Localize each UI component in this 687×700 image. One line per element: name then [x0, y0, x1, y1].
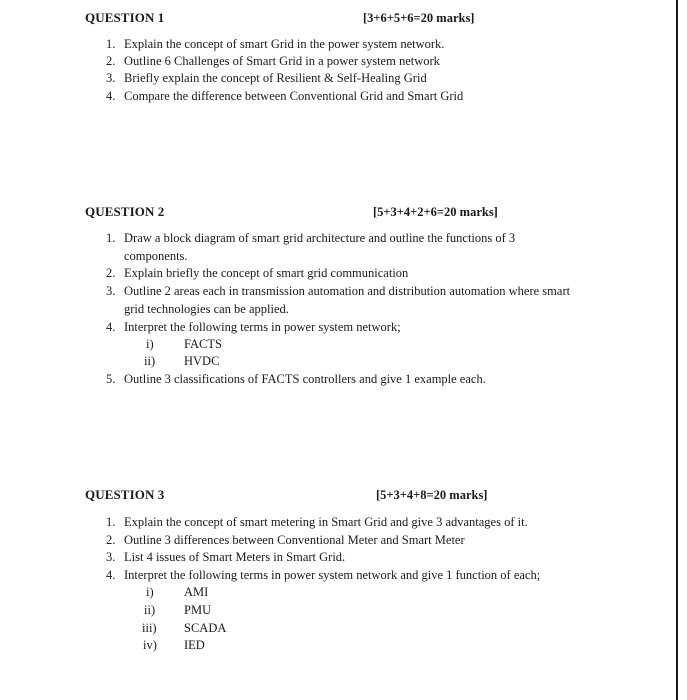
- q3-item-4-sub-4-text: IED: [184, 638, 205, 652]
- q1-item-4-number: 4.: [106, 89, 116, 103]
- q3-item-3-text: List 4 issues of Smart Meters in Smart Grid.: [124, 550, 346, 564]
- q3-item-4-sub-3-text: SCADA: [184, 621, 227, 635]
- question-2-title: QUESTION 2: [85, 204, 165, 219]
- q2-item-3-number: 3.: [106, 284, 116, 298]
- q3-item-2-number: 2.: [106, 533, 116, 547]
- q1-item-3-number: 3.: [106, 71, 116, 85]
- q2-item-4-sub-1-number: i): [146, 337, 154, 351]
- question-1-marks: [3+6+5+6=20 marks]: [363, 11, 475, 25]
- q3-item-2-text: Outline 3 differences between Conventional Meter and Smart Meter: [124, 533, 465, 547]
- q3-item-4-sub-4-number: iv): [143, 638, 157, 652]
- q2-item-5-number: 5.: [106, 372, 116, 386]
- q3-item-4-sub-2-text: PMU: [184, 603, 212, 617]
- q3-item-1-text: Explain the concept of smart metering in Smart Grid and give 3 advantages of it.: [124, 515, 528, 529]
- question-1-title: QUESTION 1: [85, 10, 165, 25]
- q3-item-4-sub-2-number: ii): [144, 603, 156, 617]
- q2-item-1-number: 1.: [106, 231, 116, 245]
- page-edge-divider: [676, 0, 678, 700]
- q3-item-4-number: 4.: [106, 568, 116, 582]
- q2-item-1-text: Draw a block diagram of smart grid architecture and outline the functions of 3: [124, 231, 516, 245]
- q3-item-4-text: Interpret the following terms in power system network and give 1 function of each;: [124, 568, 541, 582]
- q1-item-1-text: Explain the concept of smart Grid in the power system network.: [124, 37, 445, 51]
- question-2-marks: [5+3+4+2+6=20 marks]: [373, 205, 498, 219]
- q1-item-3-text: Briefly explain the concept of Resilient & Self-Healing Grid: [124, 71, 427, 85]
- q2-item-4-sub-1-text: FACTS: [184, 337, 222, 351]
- q2-item-2-number: 2.: [106, 266, 116, 280]
- q3-item-1-number: 1.: [106, 515, 116, 529]
- q3-item-3-number: 3.: [106, 550, 116, 564]
- q3-item-4-sub-1-text: AMI: [184, 585, 209, 599]
- question-3-title: QUESTION 3: [85, 487, 165, 502]
- question-3-marks: [5+3+4+8=20 marks]: [376, 488, 488, 502]
- q3-item-4-sub-1-number: i): [146, 585, 154, 599]
- q2-item-4-number: 4.: [106, 320, 116, 334]
- q3-item-4-sub-3-number: iii): [142, 621, 157, 635]
- q2-item-2-text: Explain briefly the concept of smart grid communication: [124, 266, 409, 280]
- q2-item-4-sub-2-number: ii): [144, 354, 156, 368]
- q1-item-2-text: Outline 6 Challenges of Smart Grid in a power system network: [124, 54, 440, 68]
- q1-item-4-text: Compare the difference between Conventional Grid and Smart Grid: [124, 89, 464, 103]
- q2-item-3-continuation: grid technologies can be applied.: [124, 302, 289, 316]
- q2-item-4-text: Interpret the following terms in power system network;: [124, 320, 401, 334]
- q2-item-1-continuation: components.: [124, 249, 188, 263]
- q2-item-3-text: Outline 2 areas each in transmission automation and distribution automation where smart: [124, 284, 571, 298]
- q1-item-1-number: 1.: [106, 37, 116, 51]
- q2-item-5-text: Outline 3 classifications of FACTS controllers and give 1 example each.: [124, 372, 486, 386]
- q2-item-4-sub-2-text: HVDC: [184, 354, 220, 368]
- q1-item-2-number: 2.: [106, 54, 116, 68]
